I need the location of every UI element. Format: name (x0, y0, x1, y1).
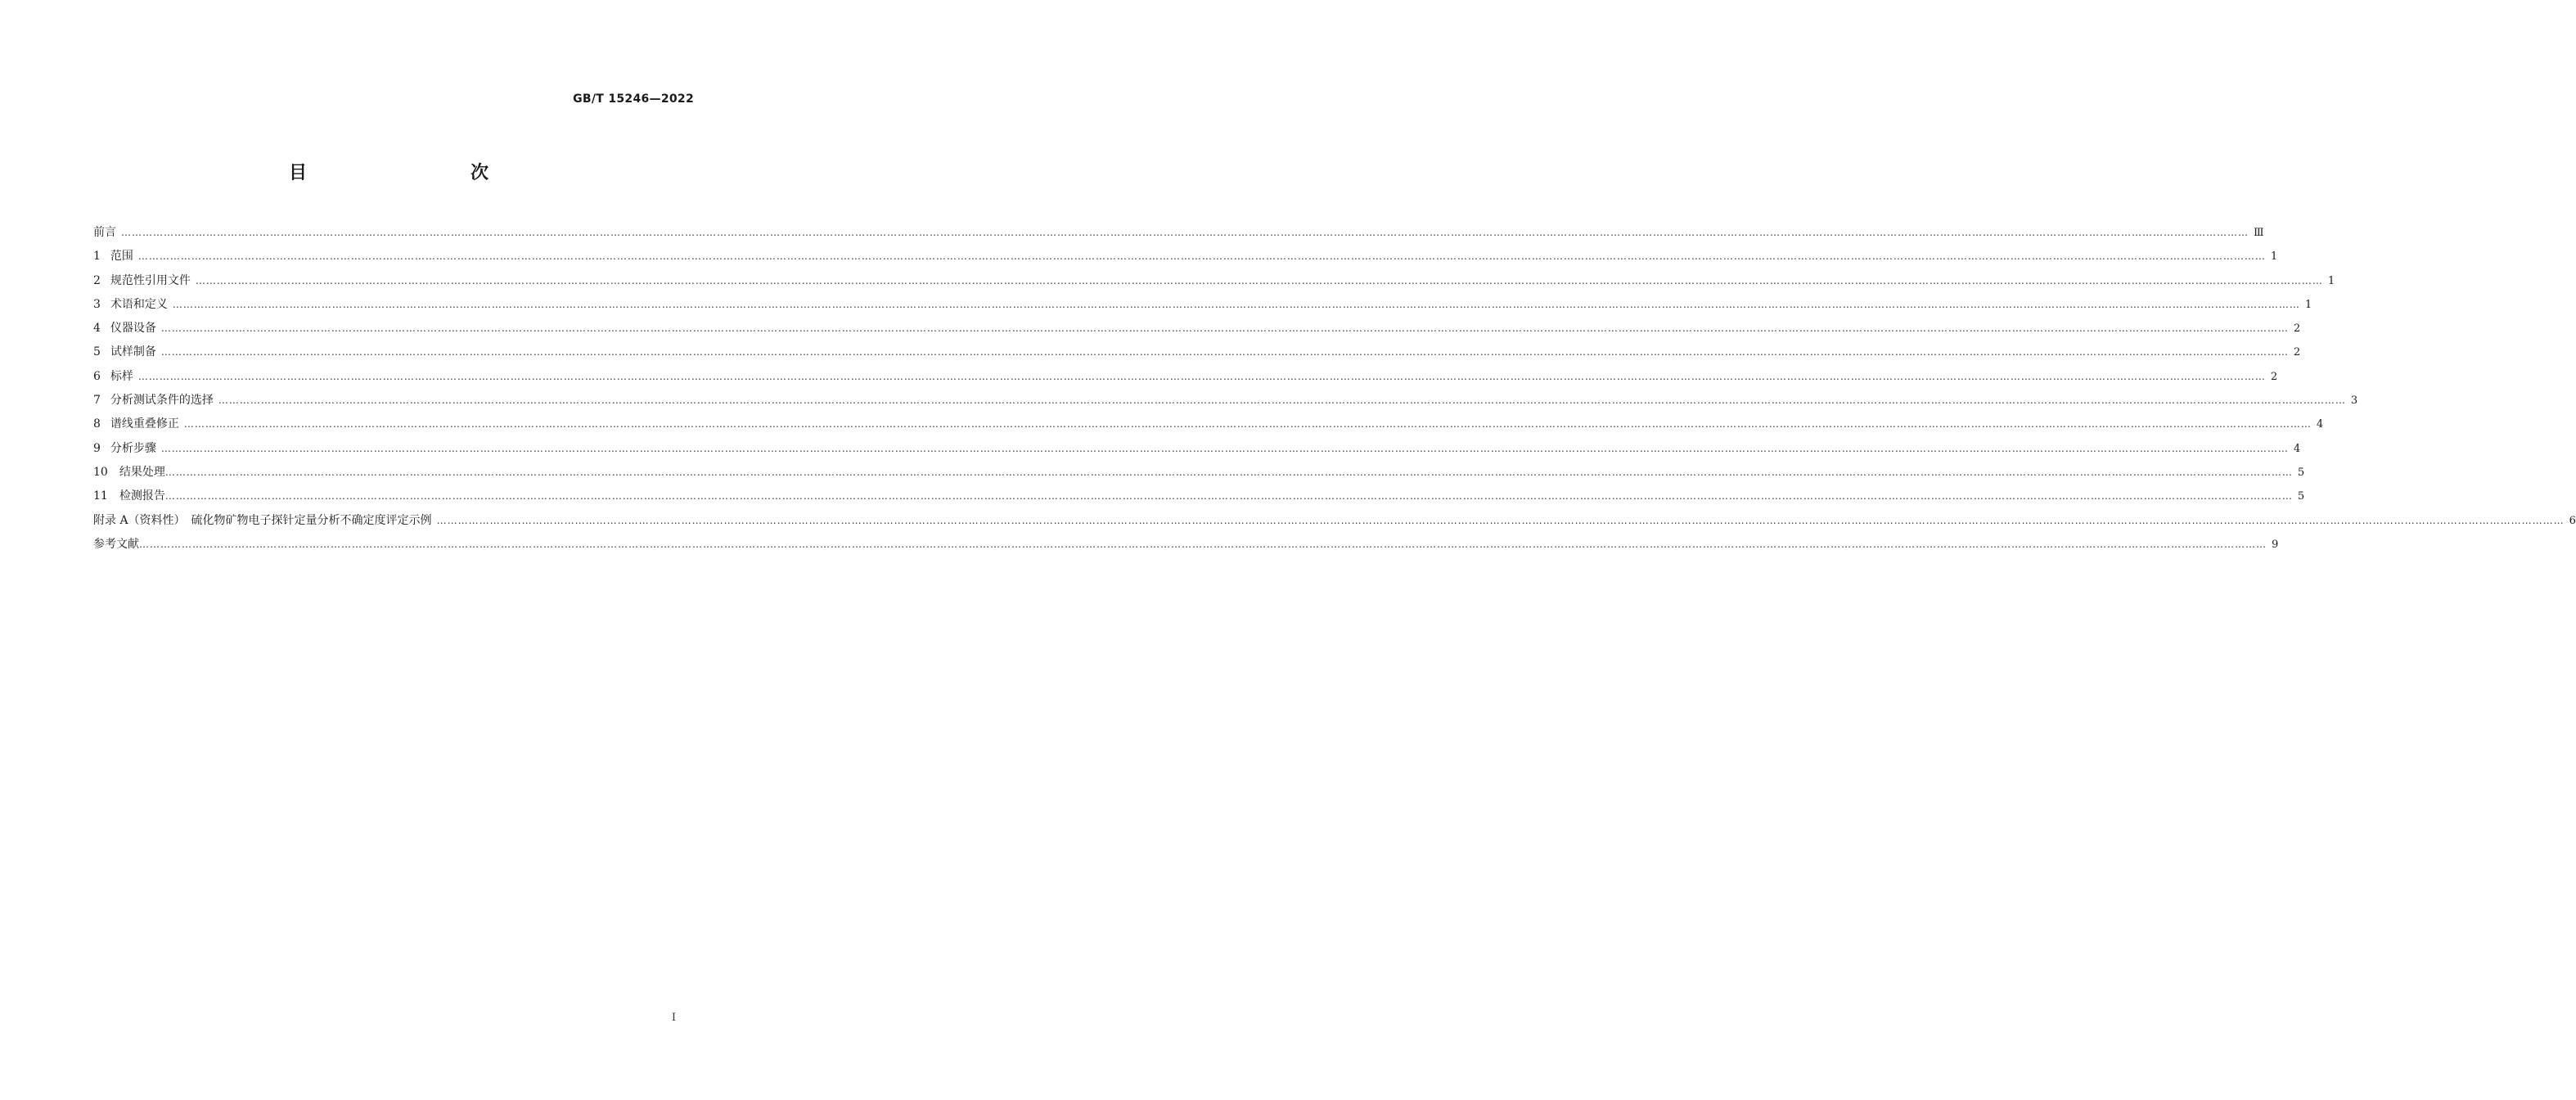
toc-entry-page: 6 (2569, 514, 2576, 527)
toc-entry-number: 11 (93, 489, 108, 503)
toc-entry-number: 7 (93, 394, 101, 408)
standard-code: GB/T 15246—2022 (573, 92, 694, 106)
toc-entry[interactable] (93, 389, 2358, 412)
toc-entry[interactable] (93, 245, 2278, 268)
toc-leader-dots: …………………………………………………………………………………………………………………………………………………………………………………………………………………………………………………………………………………………………………………………………………………………………………………………………………………………………………………………………………………………………………………………………………………… (164, 490, 2293, 503)
toc-entry-page: 1 (2304, 298, 2313, 311)
toc-entry-number: 9 (93, 441, 101, 455)
toc-entry-page: 5 (2297, 466, 2305, 479)
toc-entry-label: 标样 (110, 369, 133, 383)
toc-entry-page: 3 (2350, 394, 2358, 408)
toc-entry-label: 分析测试条件的选择 (110, 394, 214, 408)
toc-leader-dots: …………………………………………………………………………………………………………………………………………………………………………………………………………………………………………………………………………………………………………………………………………………………………………………………………………………………………………………………………………………………………………………………………………………… (183, 418, 2312, 431)
toc-entry-number: 1 (93, 250, 101, 264)
toc-entry[interactable] (93, 317, 2301, 340)
toc-entry-page: 2 (2293, 322, 2301, 336)
toc-entry[interactable] (93, 221, 2264, 245)
toc-entry-label: 前言 (93, 226, 116, 239)
toc-entry-number: 8 (93, 417, 101, 431)
toc-entry-number: 6 (93, 369, 101, 383)
toc-entry[interactable] (93, 365, 2278, 389)
toc-entry-page: 1 (2327, 274, 2335, 287)
toc-entry-number: 3 (93, 297, 101, 311)
toc-leader-dots: …………………………………………………………………………………………………………………………………………………………………………………………………………………………………………………………………………………………………………………………………………………………………………………………………………………………………………………………………………………………………………………………………………………… (160, 442, 2289, 454)
toc-entry[interactable] (93, 461, 2305, 485)
toc-entry-number: 4 (93, 322, 101, 336)
toc-leader-dots: …………………………………………………………………………………………………………………………………………………………………………………………………………………………………………………………………………………………………………………………………………………………………………………………………………………………………………………………………………………………………………………………………………………… (218, 394, 2346, 407)
toc-leader-dots: …………………………………………………………………………………………………………………………………………………………………………………………………………………………………………………………………………………………………………………………………………………………………………………………………………………………………………………………………………………………………………………………………………………… (137, 250, 2266, 263)
toc-leader-dots: …………………………………………………………………………………………………………………………………………………………………………………………………………………………………………………………………………………………………………………………………………………………………………………………………………………………………………………………………………………………………………………………………………………… (160, 346, 2289, 358)
toc-entry[interactable] (93, 340, 2301, 364)
toc-entry-label: 检测报告 (119, 489, 165, 503)
toc-entry-label: 规范性引用文件 (110, 273, 191, 287)
page-title: 目 次 (288, 163, 531, 183)
toc-entry-page: 4 (2316, 418, 2324, 431)
toc-leader-dots: …………………………………………………………………………………………………………………………………………………………………………………………………………………………………………………………………………………………………………………………………………………………………………………………………………………………………………………………………………………………………………………………………………………… (195, 274, 2323, 286)
toc-entry[interactable] (93, 412, 2324, 436)
toc-entry[interactable] (93, 533, 2279, 557)
toc-entry[interactable] (93, 485, 2305, 508)
toc-leader-dots: …………………………………………………………………………………………………………………………………………………………………………………………………………………………………………………………………………………………………………………………………………………………………………………………………………………………………………………………………………………………………………………………………………………… (164, 466, 2293, 478)
toc-entry-label: 试样制备 (110, 345, 156, 359)
toc-entry-label: 术语和定义 (110, 297, 168, 311)
toc-entry-label: 分析步骤 (110, 441, 156, 455)
toc-leader-dots: …………………………………………………………………………………………………………………………………………………………………………………………………………………………………………………………………………………………………………………………………………………………………………………………………………………………………………………………………………………………………………………………………………………… (137, 370, 2266, 382)
toc-entry-page: 5 (2297, 490, 2305, 503)
toc-entry-number: 10 (93, 465, 108, 479)
toc-entry-label: 仪器设备 (110, 322, 156, 336)
toc-entry-page: 2 (2270, 370, 2278, 383)
toc-entry-page: 2 (2293, 346, 2301, 359)
toc-leader-dots: …………………………………………………………………………………………………………………………………………………………………………………………………………………………………………………………………………………………………………………………………………………………………………………………………………………………………………………………………………………………………………………………………………………… (436, 514, 2565, 526)
toc-entry-label: 结果处理 (119, 465, 165, 479)
table-of-contents (93, 221, 2576, 557)
toc-entry-number: 5 (93, 345, 101, 359)
toc-entry-label: 谱线重叠修正 (110, 417, 179, 431)
toc-entry-label: 范围 (110, 250, 133, 264)
toc-entry-page: 4 (2293, 442, 2301, 455)
toc-entry-label: 参考文献 (93, 537, 139, 551)
toc-entry[interactable] (93, 437, 2301, 461)
toc-entry-page: 9 (2272, 538, 2279, 551)
toc-leader-dots: …………………………………………………………………………………………………………………………………………………………………………………………………………………………………………………………………………………………………………………………………………………………………………………………………………………………………………………………………………………………………………………………………………………… (160, 322, 2289, 335)
toc-leader-dots: …………………………………………………………………………………………………………………………………………………………………………………………………………………………………………………………………………………………………………………………………………………………………………………………………………………………………………………………………………………………………………………………………………………… (172, 298, 2300, 310)
toc-leader-dots: …………………………………………………………………………………………………………………………………………………………………………………………………………………………………………………………………………………………………………………………………………………………………………………………………………………………………………………………………………………………………………………………………………………… (121, 227, 2249, 238)
toc-entry[interactable] (93, 509, 2576, 533)
toc-entry-page: 1 (2270, 250, 2278, 264)
toc-entry[interactable] (93, 269, 2335, 293)
toc-entry-number: 2 (93, 273, 101, 287)
toc-entry-label: 附录 A（资料性） 硫化物矿物电子探针定量分析不确定度评定示例 (93, 513, 432, 527)
toc-entry[interactable] (93, 293, 2313, 317)
toc-entry-page: Ⅲ (2254, 227, 2264, 239)
toc-leader-dots: …………………………………………………………………………………………………………………………………………………………………………………………………………………………………………………………………………………………………………………………………………………………………………………………………………………………………………………………………………………………………………………………………………………… (139, 538, 2267, 550)
page-number: I (671, 1012, 676, 1024)
